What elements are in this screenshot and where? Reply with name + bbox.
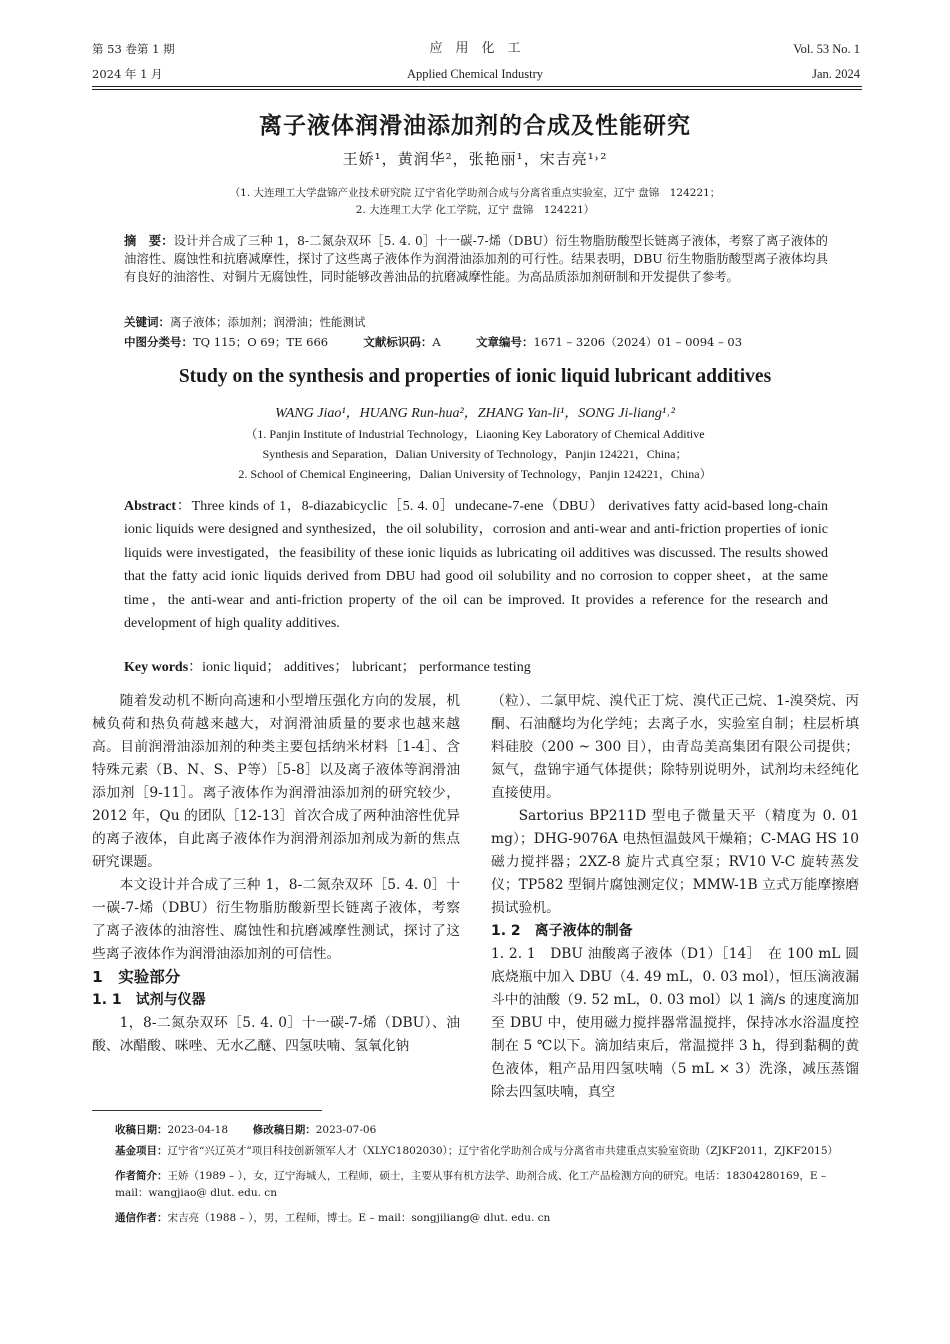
clc-value: TQ 115；O 69；TE 666 bbox=[193, 335, 329, 349]
header-date-en: Jan. 2024 bbox=[812, 67, 860, 81]
doc-code-label: 文献标识码： bbox=[363, 335, 433, 349]
dates-line bbox=[115, 1122, 860, 1139]
section-1-heading: 1 实验部分 bbox=[92, 968, 181, 986]
corresponding-label: 通信作者： bbox=[115, 1212, 168, 1224]
reagents-paragraph-start: 1，8-二氮杂双环［5. 4. 0］十一碳-7-烯（DBU）、油酸、冰醋酸、咪唑、无水乙醚、四氢呋喃、氢氧化钠 bbox=[92, 1015, 460, 1054]
keywords-en-text: ：ionic liquid； additives； lubricant； performance testing bbox=[188, 660, 531, 675]
abstract-cn-text: 设计并合成了三种 1，8-二氮杂双环［5. 4. 0］十一碳-7-烯（DBU）衍生物脂肪酸型长链离子液体，考察了离子液体的油溶性、腐蚀性和抗磨减摩性，探讨了这些离子液体作为润滑油添加剂的可行性。结果表明，DBU 衍生物脂肪酸型离子液体均具有良好的油溶性、对铜片无腐蚀性，同时能够改善油品的抗磨减摩性能。为高品质添加剂研制和开发提供了参考。 bbox=[124, 234, 828, 284]
title-en: Study on the synthesis and properties of ionic liquid lubricant additives bbox=[178, 366, 772, 387]
header-rule-top bbox=[92, 86, 862, 87]
revised-label: 修改稿日期： bbox=[252, 1124, 316, 1136]
abstract-en-text: ：Three kinds of 1，8-diazabicyclic［5. 4. 0］undecane-7-ene（DBU） derivatives fatty acid-based long-chain ionic liquids were designed and synthesized，the oil solubility，corrosion and anti-wear and anti-friction properties of ionic liquids were investigated，the feasibility of these ionic liquids as lubricating oil additives was discussed. The results showed that the fatty acid ionic liquids derived from DBU had good oil solubility and no corrosion to copper sheet，at the same time，the anti-wear and anti-friction property of the oil can be improved. It provides a reference for the research and development of high quality additives. bbox=[124, 499, 828, 632]
corresponding-author-line bbox=[115, 1210, 860, 1227]
affiliation-cn-1: （1. 大连理工大学盘锦产业技术研究院 辽宁省化学助剂合成与分离省重点实验室，辽宁 盘锦 124221； bbox=[229, 187, 721, 199]
intro-paragraph-1: 随着发动机不断向高速和小型增压强化方向的发展，机械负荷和热负荷越来越大，对润滑油质量的要求也越来越高。目前润滑油添加剂的种类主要包括纳米材料［1-4］、含特殊元素（B、N、S、P等）［5-8］以及离子液体等润滑油添加剂［9-11］。离子液体作为润滑油添加剂的研究较少，2012 年，Qu 的团队［12-13］首次合成了两种油溶性优异的离子液体，自此离子液体作为润滑剂添加剂成为新的焦点研究课题。 bbox=[92, 693, 460, 870]
keywords-cn bbox=[124, 314, 828, 330]
author-bio-label: 作者简介： bbox=[115, 1170, 168, 1182]
header-volume-cn: 第 53 卷第 1 期 bbox=[92, 42, 175, 56]
abstract-cn bbox=[124, 232, 828, 286]
keywords-cn-label: 关键词： bbox=[124, 315, 170, 329]
affiliations-cn bbox=[0, 185, 950, 219]
keywords-en-label: Key words bbox=[124, 660, 189, 675]
authors-cn: 王娇¹，黄润华²，张艳丽¹，宋吉亮¹˒² bbox=[342, 150, 608, 168]
revised-date: 2023-07-06 bbox=[315, 1124, 377, 1136]
abstract-cn-label: 摘 要： bbox=[124, 234, 174, 248]
abstract-en-label: Abstract bbox=[124, 499, 177, 514]
funding-line bbox=[115, 1143, 860, 1160]
intro-paragraph-2: 本文设计并合成了三种 1，8-二氮杂双环［5. 4. 0］十一碳-7-烯（DBU）衍生物脂肪酸新型长链离子液体，考察了离子液体的油溶性、腐蚀性和抗磨减摩性测试，探讨了这些离子液体作为润滑油添加剂的可信性。 bbox=[92, 877, 460, 962]
header-rule-bottom bbox=[92, 89, 862, 90]
footnote-rule bbox=[92, 1110, 322, 1111]
abstract-en bbox=[124, 495, 828, 635]
received-label: 收稿日期： bbox=[115, 1124, 168, 1136]
authors-en: WANG Jiao¹，HUANG Run-hua²，ZHANG Yan-li¹，SONG Ji-liang¹˒² bbox=[275, 406, 675, 421]
header-journal-cn: 应 用 化 工 bbox=[429, 41, 521, 56]
affiliation-en-1: （1. Panjin Institute of Industrial Technology，Liaoning Key Laboratory of Chemical Additive bbox=[245, 427, 705, 441]
synthesis-d1-paragraph: 1. 2. 1 DBU 油酸离子液体（D1）［14］ 在 100 mL 圆底烧瓶中加入 DBU（4. 49 mL，0. 03 mol），恒压滴液漏斗中的油酸（9. 52 mL，0. 03 mol）以 1 滴/s 的速度滴加至 DBU 中，使用磁力搅拌器常温搅拌，保持冰水浴温度控制在 5 ℃以下。滴加结束后，常温搅拌 3 h，得到黏稠的黄色液体，粗产品用四氢呋喃（5 mL × 3）洗涤，减压蒸馏除去四氢呋喃，真空 bbox=[491, 946, 859, 1100]
funding-text: 辽宁省“兴辽英才”项目科技创新领军人才（XLYC1802030）；辽宁省化学助剂合成与分离省市共建重点实验室资助（ZJKF2011，ZJKF2015） bbox=[167, 1145, 839, 1157]
affiliation-en-3: 2. School of Chemical Engineering，Dalian University of Technology，Panjin 124221，China） bbox=[238, 467, 712, 481]
doc-code-value: A bbox=[432, 335, 441, 349]
title-cn: 离子液体润滑油添加剂的合成及性能研究 bbox=[259, 113, 691, 139]
author-bio-line bbox=[115, 1168, 860, 1202]
affiliations-en bbox=[0, 424, 950, 484]
keywords-cn-text: 离子液体；添加剂；润滑油；性能测试 bbox=[170, 315, 366, 329]
classification-line bbox=[124, 334, 844, 350]
article-number-label: 文章编号： bbox=[476, 335, 534, 349]
clc-label: 中图分类号： bbox=[124, 335, 193, 349]
footnotes bbox=[115, 1122, 860, 1227]
affiliation-cn-2: 2. 大连理工大学 化工学院，辽宁 盘锦 124221） bbox=[355, 204, 595, 216]
body-left-column bbox=[92, 690, 460, 1058]
header-date-cn: 2024 年 1 月 bbox=[92, 67, 163, 81]
reagents-paragraph-cont: （粒）、二氯甲烷、溴代正丁烷、溴代正己烷、1-溴癸烷、丙酮、石油醚均为化学纯；去离子水，实验室自制；柱层析填料硅胶（200 ~ 300 目），由青岛美高集团有限公司提供；氮气，盘锦宇通气体提供；除特别说明外，试剂均未经纯化直接使用。 bbox=[491, 693, 859, 801]
affiliation-en-2: Synthesis and Separation，Dalian University of Technology，Panjin 124221，China； bbox=[262, 447, 688, 461]
corresponding-text: 宋吉亮（1988 – ），男，工程师，博士。E – mail：songjiliang@ dlut. edu. cn bbox=[167, 1212, 551, 1224]
section-1-2-heading: 1. 2 离子液体的制备 bbox=[491, 923, 633, 939]
header-journal-en: Applied Chemical Industry bbox=[406, 67, 544, 81]
body-right-column bbox=[491, 690, 859, 1104]
header-volume-en: Vol. 53 No. 1 bbox=[793, 42, 860, 56]
instruments-paragraph: Sartorius BP211D 型电子微量天平（精度为 0. 01 mg）；DHG-9076A 电热恒温鼓风干燥箱；C-MAG HS 10 磁力搅拌器；2XZ-8 旋片式真空泵；RV10 V-C 旋转蒸发仪；TP582 型铜片腐蚀测定仪；MMW-1B 立式万能摩擦磨损试验机。 bbox=[491, 808, 859, 916]
funding-label: 基金项目： bbox=[115, 1145, 168, 1157]
keywords-en bbox=[124, 656, 828, 676]
section-1-1-heading: 1. 1 试剂与仪器 bbox=[92, 992, 206, 1008]
article-number-value: 1671 – 3206（2024）01 – 0094 – 03 bbox=[533, 335, 743, 349]
author-bio-text: 王娇（1989 – ），女，辽宁海城人，工程师，硕士，主要从事有机方法学、助剂合成、化工产品检测方向的研究。电话：18304280169，E – mail：wangjiao@ dlut. edu. cn bbox=[115, 1170, 827, 1199]
received-date: 2023-04-18 bbox=[167, 1124, 229, 1136]
